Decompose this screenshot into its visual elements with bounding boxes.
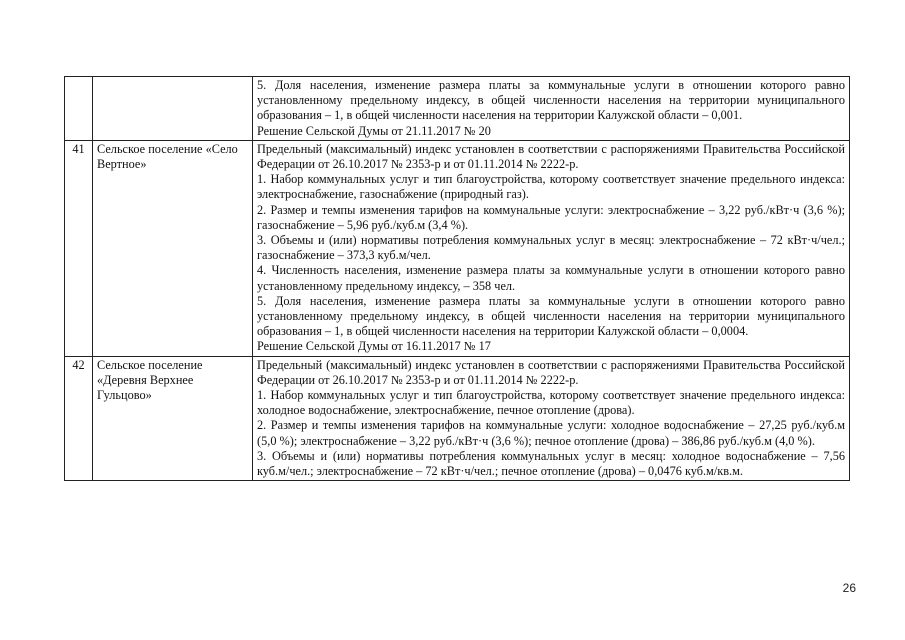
description-paragraph: 1. Набор коммунальных услуг и тип благоустройства, которому соответствует значение предельного индекса: электроснабжение, газоснабжение (природный газ). xyxy=(257,172,845,202)
row-number-cell xyxy=(65,77,93,141)
table-row xyxy=(65,140,850,356)
description-paragraph: Решение Сельской Думы от 16.11.2017 № 17 xyxy=(257,339,491,354)
description-paragraph: 1. Набор коммунальных услуг и тип благоустройства, которому соответствует значение предельного индекса: холодное водоснабжение, электроснабжение, печное отопление (дрова). xyxy=(257,388,845,418)
settlement-name-cell: Сельское поселение «Деревня Верхнее Гульцово» xyxy=(93,356,253,481)
table-row xyxy=(65,77,850,141)
description-paragraph: Предельный (максимальный) индекс установлен в соответствии с распоряжениями Правительства Российской Федерации от 26.10.2017 № 2353-р и от 01.11.2014 № 2222-р. xyxy=(257,357,845,387)
settlement-name-cell xyxy=(93,77,253,141)
description-cell xyxy=(253,77,850,141)
description-paragraph: 4. Численность населения, изменение размера платы за коммунальные услуги в отношении которого равно установленному предельному индексу, – 358 чел. xyxy=(257,263,845,293)
description-paragraph: 5. Доля населения, изменение размера платы за коммунальные услуги в отношении которого равно установленному предельному индексу, в общей численности населения на территории муниципального образования – 1, в общей численности населения на территории Калужской области – 0,001. xyxy=(257,78,845,123)
row-number-cell: 42 xyxy=(65,356,93,481)
description-paragraph: Решение Сельской Думы от 21.11.2017 № 20 xyxy=(257,123,491,138)
tariff-table xyxy=(64,76,850,481)
description-paragraph: 3. Объемы и (или) нормативы потребления коммунальных услуг в месяц: электроснабжение – 72 кВт·ч/чел.; газоснабжение – 373,3 куб.м/чел. xyxy=(257,233,845,263)
settlement-name-cell: Сельское поселение «Село Вертное» xyxy=(93,140,253,356)
description-cell xyxy=(253,140,850,356)
table-row xyxy=(65,356,850,481)
description-paragraph: 2. Размер и темпы изменения тарифов на коммунальные услуги: холодное водоснабжение – 27,25 руб./куб.м (5,0 %); электроснабжение – 3,22 руб./кВт·ч (3,6 %); печное отопление (дрова) – 386,86 руб./куб.м (4,0 %). xyxy=(257,418,845,448)
description-paragraph: 5. Доля населения, изменение размера платы за коммунальные услуги в отношении которого равно установленному предельному индексу, в общей численности населения на территории муниципального образования – 1, в общей численности населения на территории Калужской области – 0,0004. xyxy=(257,293,845,339)
description-cell xyxy=(253,356,850,481)
description-paragraph: 3. Объемы и (или) нормативы потребления коммунальных услуг в месяц: холодное водоснабжение – 7,56 куб.м/чел.; электроснабжение – 72 кВт·ч/чел.; печное отопление (дрова) – 0,0476 куб.м/кв.м. xyxy=(257,448,845,479)
description-paragraph: Предельный (максимальный) индекс установлен в соответствии с распоряжениями Правительства Российской Федерации от 26.10.2017 № 2353-р и от 01.11.2014 № 2222-р. xyxy=(257,141,845,172)
description-paragraph: 2. Размер и темпы изменения тарифов на коммунальные услуги: электроснабжение – 3,22 руб./кВт·ч (3,6 %); газоснабжение – 5,96 руб./куб.м (3,4 %). xyxy=(257,202,845,232)
page-number: 26 xyxy=(842,581,856,595)
row-number-cell: 41 xyxy=(65,140,93,356)
